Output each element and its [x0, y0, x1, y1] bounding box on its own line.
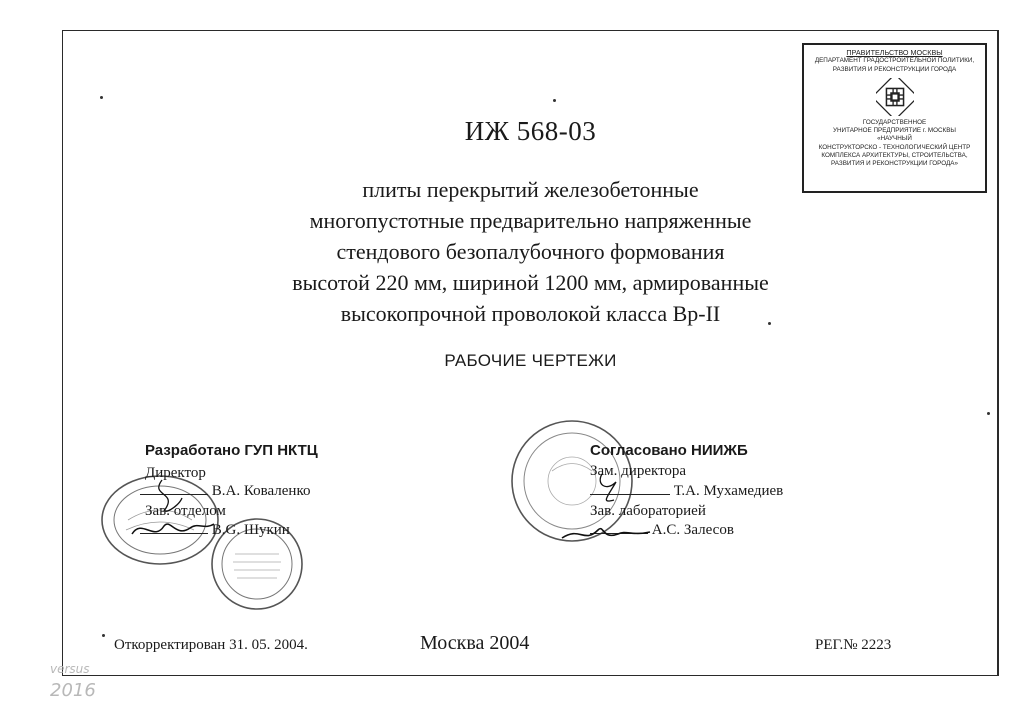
title-line: стендового безопалубочного формования — [336, 239, 725, 264]
approval-stamp — [802, 43, 987, 193]
title-line: высокопрочной проволокой класса Вр-II — [340, 301, 721, 326]
stamp-line: КОМПЛЕКСА АРХИТЕКТУРЫ, СТРОИТЕЛЬСТВА, — [821, 152, 968, 160]
correction-date: Откорректирован 31. 05. 2004. — [114, 637, 308, 653]
scan-speck — [100, 96, 103, 99]
stamp-line: ДЕПАРТАМЕНТ ГРАДОСТРОИТЕЛЬНОЙ ПОЛИТИКИ, — [814, 57, 975, 65]
stamp-line: «НАУЧНЫЙ — [877, 135, 912, 143]
registration-number: РЕГ.№ 2223 — [815, 637, 892, 653]
scan-speck — [987, 412, 990, 415]
approver-heading: Согласовано НИИЖБ — [590, 442, 748, 459]
handwritten-signature-right — [556, 470, 656, 550]
developer-role-director: Директор — [145, 465, 206, 481]
scan-speck — [768, 322, 771, 325]
title-line: высотой 220 мм, шириной 1200 мм, армированные — [292, 270, 769, 295]
organization-emblem-icon — [876, 78, 914, 116]
stamp-line: КОНСТРУКТОРСКО - ТЕХНОЛОГИЧЕСКИЙ ЦЕНТР — [818, 143, 971, 151]
document-title — [63, 174, 998, 329]
stamp-line: ПРАВИТЕЛЬСТВО МОСКВЫ — [846, 48, 943, 57]
scan-speck — [102, 634, 105, 637]
document-subtitle: РАБОЧИЕ ЧЕРТЕЖИ — [444, 351, 617, 370]
scan-speck — [553, 99, 556, 102]
stamp-line: УНИТАРНОЕ ПРЕДПРИЯТИЕ г. МОСКВЫ — [833, 127, 956, 135]
developer-name-director: В.А. Коваленко — [211, 483, 311, 499]
stamp-line: РАЗВИТИЯ И РЕКОНСТРУКЦИИ ГОРОДА» — [831, 160, 958, 168]
handwritten-signature-left — [120, 478, 220, 548]
title-line: плиты перекрытий железобетонные — [362, 177, 699, 202]
stamp-line: ГОСУДАРСТВЕННОЕ — [862, 118, 927, 126]
watermark-line-2: 2016 — [50, 680, 96, 701]
approver-name-lab: А.С. Залесов — [651, 522, 734, 538]
developer-heading: Разработано ГУП НКТЦ — [145, 442, 318, 459]
city-year: Москва 2004 — [420, 632, 530, 654]
approver-role-lab: Зав. лабораторией — [590, 503, 706, 519]
developer-role-head: Зав. отделом — [145, 503, 226, 519]
stamp-line: РАЗВИТИЯ И РЕКОНСТРУКЦИИ ГОРОДА — [832, 65, 957, 73]
developer-name-head: В.G. Шукин — [211, 522, 290, 538]
document-code: ИЖ 568-03 — [464, 116, 597, 146]
title-line: многопустотные предварительно напряженные — [309, 208, 752, 233]
approver-role-deputy: Зам. директора — [590, 463, 687, 479]
approver-name-deputy: Т.А. Мухамедиев — [673, 483, 784, 499]
watermark-line-1: versus — [50, 662, 90, 676]
